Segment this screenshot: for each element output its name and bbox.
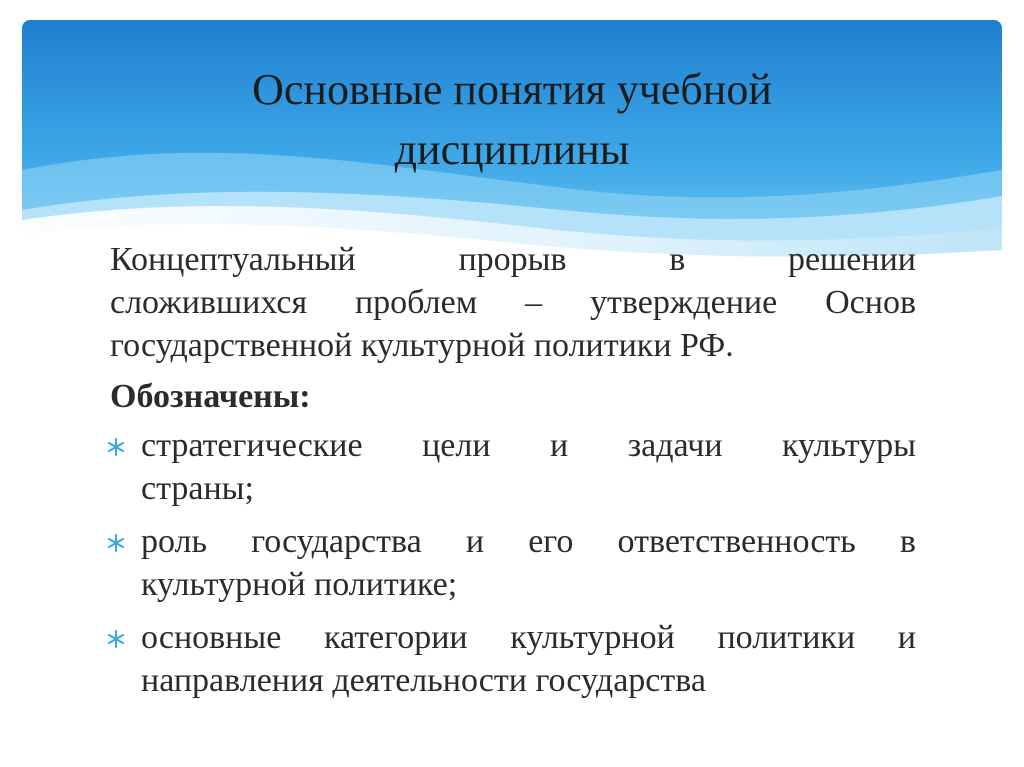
section-label: Обозначены: xyxy=(110,378,311,415)
slide xyxy=(22,20,1002,750)
intro-line-1: Концептуальный прорыв в решении xyxy=(110,241,916,278)
asterisk-bullet-icon xyxy=(105,532,127,554)
slide-title-line-1: Основные понятия учебной xyxy=(252,65,772,114)
bullet-item xyxy=(110,424,916,510)
slide-title-line-2: дисциплины xyxy=(394,125,630,174)
intro-line-2: сложившихся проблем – утверждение Основ xyxy=(110,284,916,321)
bullet-list xyxy=(110,424,916,702)
asterisk-bullet-icon xyxy=(105,436,127,458)
bullet-2-line-1: роль государства и его ответственность в xyxy=(141,523,916,560)
intro-paragraph xyxy=(110,238,916,367)
bullet-2-line-2: культурной политике; xyxy=(141,566,458,603)
intro-line-3: государственной культурной политики РФ. xyxy=(110,327,734,364)
bullet-1-line-2: страны; xyxy=(141,470,254,507)
bullet-item xyxy=(110,616,916,702)
bullet-1-line-1: стратегические цели и задачи культуры xyxy=(141,427,916,464)
slide-title xyxy=(22,60,1002,180)
bullet-3-line-1: основные категории культурной политики и xyxy=(141,619,916,656)
bullet-3-line-2: направления деятельности государства xyxy=(141,662,706,699)
asterisk-bullet-icon xyxy=(105,628,127,650)
bullet-item xyxy=(110,520,916,606)
slide-content xyxy=(110,238,916,712)
